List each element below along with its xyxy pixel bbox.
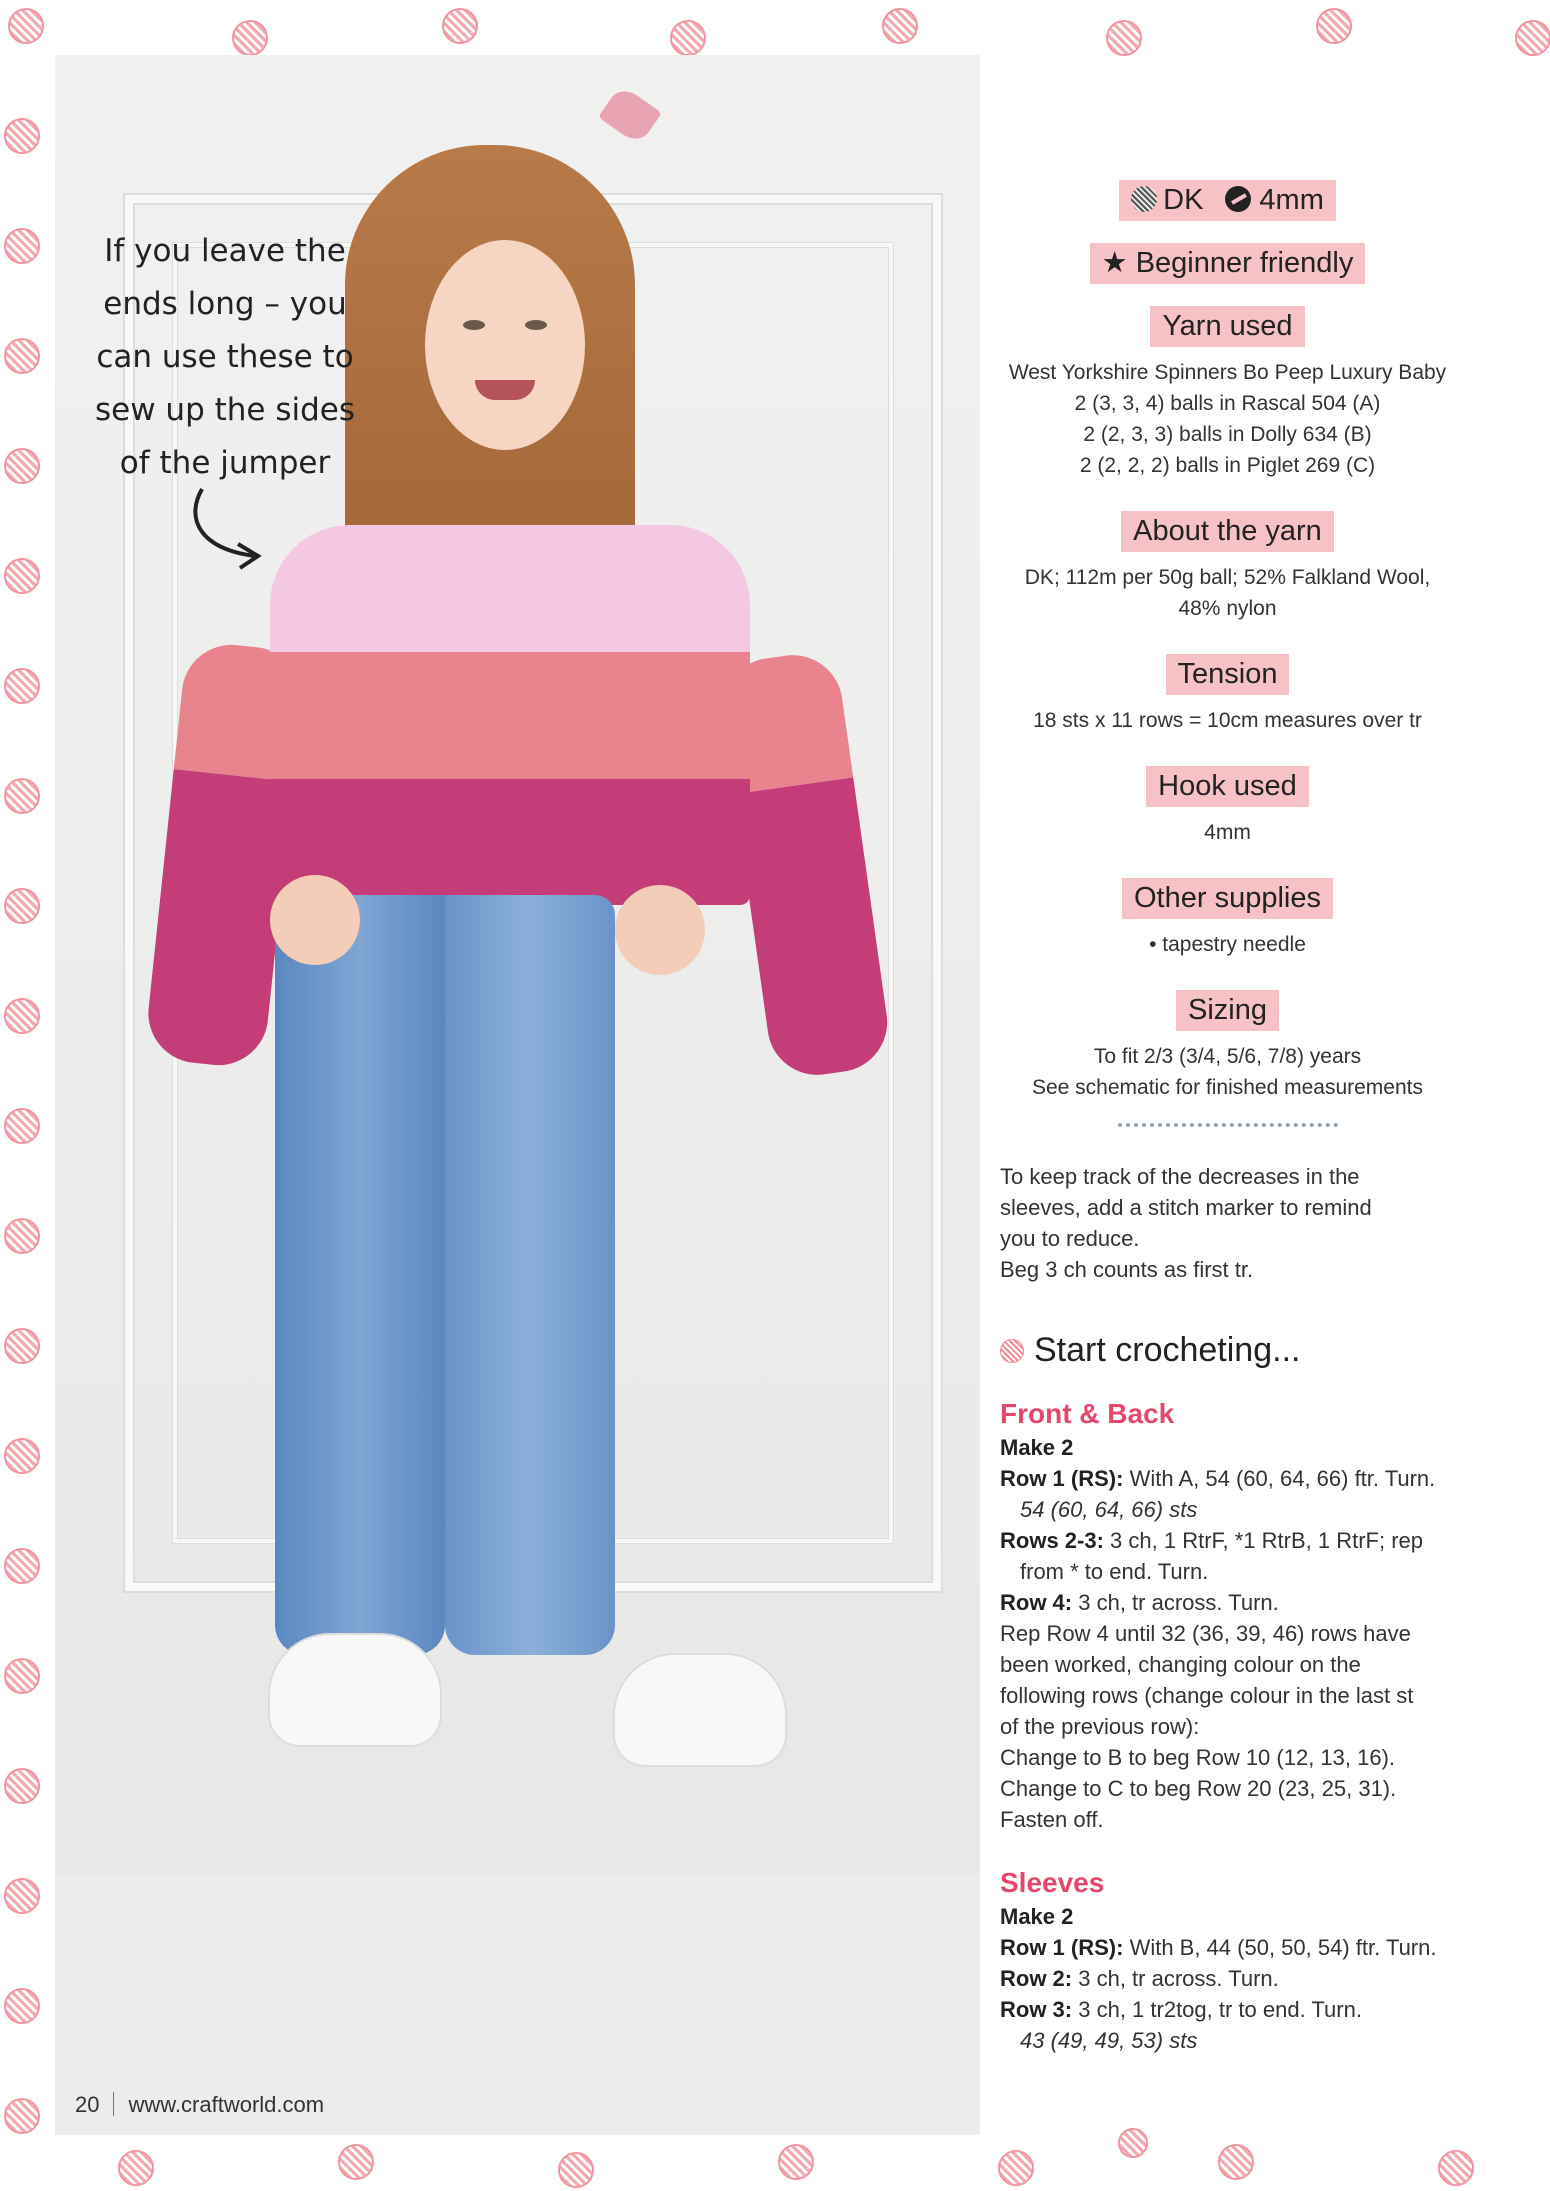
sizing-line: To fit 2/3 (3/4, 5/6, 7/8) years — [1093, 1045, 1362, 1068]
row-text: With A, 54 (60, 64, 66) ftr. Turn. — [1123, 1466, 1436, 1491]
yarn-ball-icon — [1000, 1339, 1024, 1363]
tip-line: If you leave the — [104, 233, 346, 269]
hair-bow — [598, 84, 662, 145]
yarn-ball-decoration-icon — [4, 1878, 40, 1914]
stitch-count: 54 (60, 64, 66) sts — [1020, 1497, 1198, 1522]
row-text: 3 ch, tr across. Turn. — [1072, 1590, 1279, 1615]
row-text: 3 ch, 1 RtrF, *1 RtrB, 1 RtrF; rep — [1103, 1528, 1424, 1553]
about-yarn-line: 48% nylon — [1178, 597, 1277, 620]
weight-hook-badge — [1119, 180, 1336, 221]
yarn-line: 2 (3, 3, 4) balls in Rascal 504 (A) — [1074, 392, 1381, 415]
start-heading — [1000, 1331, 1455, 1370]
supply-item: • tapestry needle — [1149, 933, 1306, 956]
yarn-ball-decoration-icon — [4, 1328, 40, 1364]
star-icon: ★ — [1101, 247, 1136, 279]
yarn-ball-decoration-icon — [8, 8, 44, 44]
note-line: Beg 3 ch counts as first tr. — [1000, 1257, 1254, 1282]
yarn-ball-decoration-icon — [4, 1658, 40, 1694]
yarn-line: West Yorkshire Spinners Bo Peep Luxury Baby — [1008, 361, 1447, 384]
hand-right — [615, 885, 705, 975]
tip-line: can use these to — [96, 339, 354, 375]
yarn-ball-decoration-icon — [778, 2144, 814, 2180]
yarn-ball-icon — [1131, 186, 1157, 212]
instruction-line: Change to B to beg Row 10 (12, 13, 16). — [1000, 1745, 1396, 1770]
sizing-section — [1000, 990, 1455, 1103]
yarn-ball-decoration-icon — [1118, 2128, 1148, 2158]
row-label: Rows 2-3: — [1000, 1528, 1104, 1553]
instruction-line: been worked, changing colour on the — [1000, 1652, 1361, 1677]
yarn-ball-decoration-icon — [1316, 8, 1352, 44]
tip-line: of the jumper — [119, 445, 331, 481]
yarn-line: 2 (2, 3, 3) balls in Dolly 634 (B) — [1083, 423, 1372, 446]
eye — [525, 320, 547, 330]
yarn-ball-decoration-icon — [4, 338, 40, 374]
mouth — [475, 380, 535, 400]
row-label: Row 3: — [1000, 1997, 1073, 2022]
about-yarn-line: DK; 112m per 50g ball; 52% Falkland Wool, — [1024, 566, 1431, 589]
yarn-ball-decoration-icon — [1438, 2150, 1474, 2186]
tip-line: ends long – you — [103, 286, 347, 322]
row-text: With B, 44 (50, 50, 54) ftr. Turn. — [1123, 1935, 1437, 1960]
section-heading: Tension — [1166, 654, 1290, 695]
section-heading: Sizing — [1176, 990, 1279, 1031]
sleeves-instructions — [1000, 1901, 1455, 2056]
make-count: Make 2 — [1000, 1435, 1074, 1460]
instruction-line: Fasten off. — [1000, 1807, 1104, 1832]
yarn-ball-decoration-icon — [1218, 2144, 1254, 2180]
yarn-ball-decoration-icon — [4, 558, 40, 594]
yarn-ball-decoration-icon — [4, 888, 40, 924]
yarn-ball-decoration-icon — [4, 1438, 40, 1474]
yarn-ball-decoration-icon — [4, 448, 40, 484]
yarn-weight: DK — [1163, 184, 1204, 216]
row-text: 3 ch, 1 tr2tog, tr to end. Turn. — [1072, 1997, 1362, 2022]
difficulty-badge — [1090, 243, 1366, 284]
front-back-instructions — [1000, 1432, 1455, 1835]
model-photo — [55, 55, 980, 2135]
yarn-ball-decoration-icon — [4, 1108, 40, 1144]
instruction-line: of the previous row): — [1000, 1714, 1200, 1739]
section-heading: Yarn used — [1150, 306, 1304, 347]
jeans-right-leg — [445, 895, 615, 1655]
difficulty-label: Beginner friendly — [1135, 247, 1354, 279]
yarn-used-section — [1000, 306, 1455, 481]
stitch-count: 43 (49, 49, 53) sts — [1020, 2028, 1198, 2053]
yarn-ball-decoration-icon — [232, 20, 268, 56]
yarn-ball-decoration-icon — [4, 1988, 40, 2024]
section-heading: Other supplies — [1122, 878, 1333, 919]
hand-left — [270, 875, 360, 965]
eye — [463, 320, 485, 330]
yarn-ball-decoration-icon — [118, 2150, 154, 2186]
tension-section — [1000, 654, 1455, 736]
sneaker-right — [615, 1655, 785, 1765]
tips-note — [1000, 1161, 1455, 1285]
row-label: Row 1 (RS): — [1000, 1935, 1124, 1960]
dotted-divider — [1118, 1123, 1338, 1127]
yarn-ball-decoration-icon — [4, 118, 40, 154]
make-count: Make 2 — [1000, 1904, 1074, 1929]
yarn-line: 2 (2, 2, 2) balls in Piglet 269 (C) — [1079, 454, 1376, 477]
instruction-line: Change to C to beg Row 20 (23, 25, 31). — [1000, 1776, 1397, 1801]
yarn-ball-decoration-icon — [558, 2152, 594, 2188]
pattern-column — [1000, 180, 1455, 2056]
yarn-ball-decoration-icon — [1106, 20, 1142, 56]
hook-icon — [1225, 186, 1251, 212]
page-footer — [75, 2092, 324, 2118]
yarn-ball-decoration-icon — [4, 1768, 40, 1804]
hook-used-text: 4mm — [1204, 821, 1251, 844]
note-line: you to reduce. — [1000, 1226, 1140, 1251]
front-back-heading: Front & Back — [1000, 1398, 1175, 1429]
yarn-ball-decoration-icon — [4, 228, 40, 264]
curved-arrow-icon — [180, 484, 270, 574]
yarn-ball-decoration-icon — [998, 2150, 1034, 2186]
hook-used-section — [1000, 766, 1455, 848]
section-heading: Hook used — [1146, 766, 1309, 807]
row-label: Row 4: — [1000, 1590, 1073, 1615]
handwritten-tip — [75, 225, 375, 574]
other-supplies-section — [1000, 878, 1455, 960]
sleeves-heading: Sleeves — [1000, 1867, 1105, 1898]
tension-text: 18 sts x 11 rows = 10cm measures over tr — [1033, 709, 1422, 732]
row-text: 3 ch, tr across. Turn. — [1072, 1966, 1279, 1991]
start-heading-text: Start crocheting... — [1034, 1331, 1301, 1369]
instruction-line: Rep Row 4 until 32 (36, 39, 46) rows have — [1000, 1621, 1411, 1646]
instruction-line: following rows (change colour in the last st — [1000, 1683, 1414, 1708]
row-label: Row 2: — [1000, 1966, 1073, 1991]
website-link[interactable]: www.craftworld.com — [128, 2092, 325, 2117]
yarn-ball-decoration-icon — [4, 1548, 40, 1584]
yarn-ball-decoration-icon — [670, 20, 706, 56]
yarn-ball-decoration-icon — [882, 8, 918, 44]
yarn-ball-decoration-icon — [4, 778, 40, 814]
yarn-ball-decoration-icon — [4, 1218, 40, 1254]
tip-line: sew up the sides — [94, 392, 355, 428]
row-text-cont: from * to end. Turn. — [1020, 1559, 1209, 1584]
yarn-ball-decoration-icon — [4, 2098, 40, 2134]
sneaker-left — [270, 1635, 440, 1745]
note-line: To keep track of the decreases in the — [1000, 1164, 1360, 1189]
yarn-ball-decoration-icon — [442, 8, 478, 44]
about-yarn-section — [1000, 511, 1455, 624]
section-heading: About the yarn — [1121, 511, 1334, 552]
row-label: Row 1 (RS): — [1000, 1466, 1124, 1491]
hook-size: 4mm — [1259, 184, 1324, 216]
note-line: sleeves, add a stitch marker to remind — [1000, 1195, 1372, 1220]
face — [425, 240, 585, 450]
yarn-ball-decoration-icon — [4, 998, 40, 1034]
yarn-ball-decoration-icon — [1515, 20, 1550, 56]
sizing-line: See schematic for finished measurements — [1031, 1076, 1423, 1099]
jeans-left-leg — [275, 895, 445, 1655]
yarn-ball-decoration-icon — [4, 668, 40, 704]
striped-sweater — [270, 525, 750, 905]
footer-divider — [113, 2092, 114, 2116]
page-number: 20 — [75, 2092, 100, 2117]
yarn-ball-decoration-icon — [338, 2144, 374, 2180]
